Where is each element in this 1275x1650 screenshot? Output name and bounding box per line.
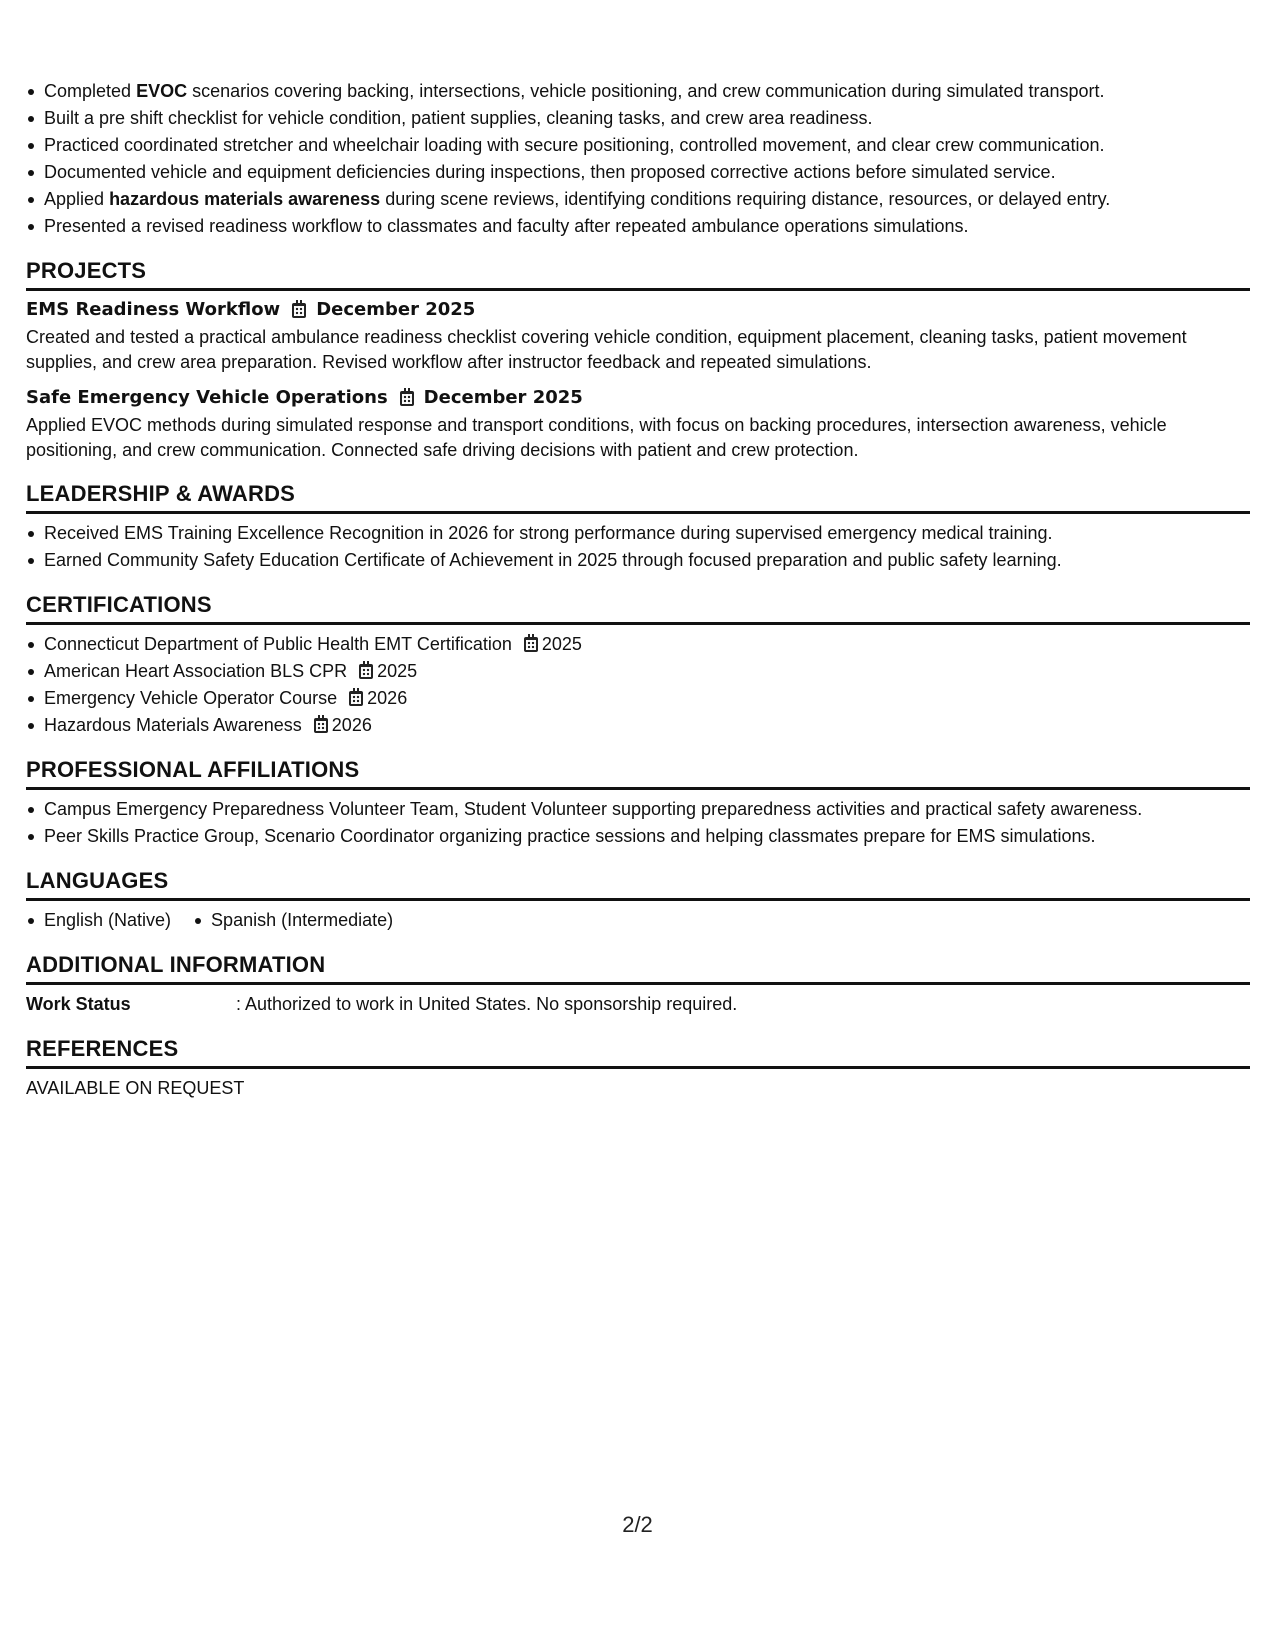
project-header	[26, 385, 1250, 411]
additional-info-section	[26, 952, 1250, 1018]
project-date: December 2025	[423, 387, 583, 408]
work-status-value: : Authorized to work in United States. No sponsorship required.	[236, 994, 738, 1014]
calendar-icon	[359, 664, 373, 679]
project-name: Safe Emergency Vehicle Operations	[26, 387, 388, 408]
work-status-row	[26, 991, 1250, 1018]
languages-list	[26, 907, 1250, 934]
experience-bullet: Documented vehicle and equipment deficiencies during inspections, then proposed corrective actions before simulated service.	[44, 159, 1250, 186]
certification-item: American Heart Association BLS CPR 2025	[44, 658, 1250, 685]
calendar-icon	[524, 637, 538, 652]
languages-section	[26, 868, 1250, 934]
project-name: EMS Readiness Workflow	[26, 299, 281, 320]
project-date: December 2025	[316, 299, 476, 320]
section-title-projects: PROJECTS	[26, 258, 1250, 291]
references-text: AVAILABLE ON REQUEST	[26, 1078, 245, 1098]
calendar-icon	[400, 391, 414, 406]
list-item: Campus Emergency Preparedness Volunteer Team, Student Volunteer supporting preparedness activities and practical safety awareness.	[44, 796, 1250, 823]
list-item: Received EMS Training Excellence Recognition in 2026 for strong performance during supervised emergency medical training.	[44, 520, 1250, 547]
resume-page	[26, 78, 1250, 1102]
page-number: 2/2	[622, 1512, 653, 1537]
affiliations-section	[26, 757, 1250, 850]
experience-bullet-list	[26, 78, 1250, 240]
experience-bullet: Applied hazardous materials awareness during scene reviews, identifying conditions requiring distance, resources, or delayed entry.	[44, 186, 1250, 213]
certifications-section	[26, 592, 1250, 739]
leadership-section	[26, 481, 1250, 574]
projects-section	[26, 258, 1250, 463]
calendar-icon	[349, 691, 363, 706]
section-title-additional: ADDITIONAL INFORMATION	[26, 952, 1250, 985]
experience-bullet: Completed EVOC scenarios covering backing, intersections, vehicle positioning, and crew communication during simulated transport.	[44, 78, 1250, 105]
experience-bullet: Practiced coordinated stretcher and wheelchair loading with secure positioning, controlled movement, and clear crew communication.	[44, 132, 1250, 159]
work-status-label: Work Status	[26, 994, 131, 1014]
calendar-icon	[292, 303, 306, 318]
experience-bullet: Built a pre shift checklist for vehicle condition, patient supplies, cleaning tasks, and crew area readiness.	[44, 105, 1250, 132]
list-item: Earned Community Safety Education Certificate of Achievement in 2025 through focused preparation and public safety learning.	[44, 547, 1250, 574]
project-description: Created and tested a practical ambulance readiness checklist covering vehicle condition, equipment placement, cleaning tasks, patient movement supplies, and crew area preparation. Revised workflow after instructor feedback and repeated simulations.	[26, 327, 1187, 372]
leadership-list	[26, 520, 1250, 574]
project-header	[26, 297, 1250, 323]
language-item: Spanish (Intermediate)	[211, 907, 393, 934]
references-section	[26, 1036, 1250, 1102]
calendar-icon	[314, 718, 328, 733]
certifications-list	[26, 631, 1250, 739]
certification-item: Emergency Vehicle Operator Course 2026	[44, 685, 1250, 712]
section-title-languages: LANGUAGES	[26, 868, 1250, 901]
section-title-leadership: LEADERSHIP & AWARDS	[26, 481, 1250, 514]
list-item: Peer Skills Practice Group, Scenario Coordinator organizing practice sessions and helping classmates prepare for EMS simulations.	[44, 823, 1250, 850]
experience-bullet: Presented a revised readiness workflow to classmates and faculty after repeated ambulance operations simulations.	[44, 213, 1250, 240]
section-title-affiliations: PROFESSIONAL AFFILIATIONS	[26, 757, 1250, 790]
certification-item: Connecticut Department of Public Health EMT Certification 2025	[44, 631, 1250, 658]
project-description: Applied EVOC methods during simulated response and transport conditions, with focus on backing procedures, intersection awareness, vehicle positioning, and crew communication. Connected safe driving decisions with patient and crew protection.	[26, 415, 1167, 460]
language-item: English (Native)	[44, 907, 171, 934]
section-title-references: REFERENCES	[26, 1036, 1250, 1069]
section-title-certifications: CERTIFICATIONS	[26, 592, 1250, 625]
certification-item: Hazardous Materials Awareness 2026	[44, 712, 1250, 739]
affiliations-list	[26, 796, 1250, 850]
